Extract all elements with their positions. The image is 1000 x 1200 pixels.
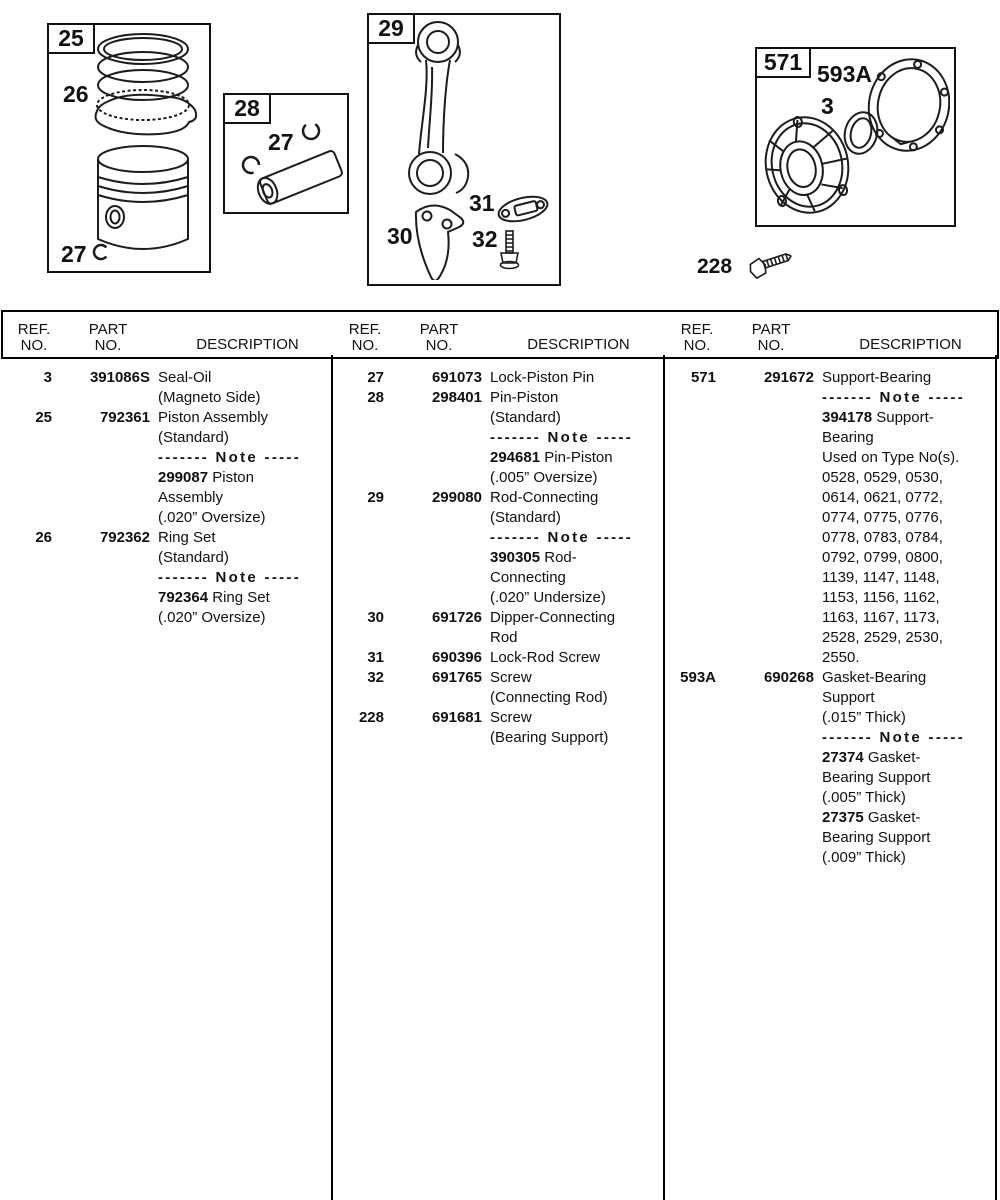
description-line: Dipper-Connecting: [490, 609, 616, 626]
description-line: (.005” Thick): [822, 789, 906, 806]
description-line: (Magneto Side): [158, 389, 261, 406]
description-cell: [490, 488, 654, 608]
ref-no-cell: 228: [358, 709, 384, 726]
ref-no-cell: 3: [43, 369, 52, 386]
note-divider: ------- Note -----: [822, 729, 966, 746]
description-cell: [158, 408, 322, 528]
description-line: 0792, 0799, 0800,: [822, 549, 943, 566]
piston-rings-illustration: [49, 25, 205, 267]
description-line: Gasket-Bearing: [822, 669, 927, 686]
description-line: (.020” Undersize): [490, 589, 606, 606]
table-header-group: REF. NO. PART NO. DESCRIPTION: [348, 321, 630, 354]
part-entry: [332, 648, 654, 668]
description-line: (Standard): [158, 549, 229, 566]
part-entry: [332, 708, 654, 748]
figure-box-bearing-support: [755, 47, 956, 227]
description-line: Used on Type No(s).: [822, 449, 960, 466]
ref-no-cell: 32: [367, 669, 384, 686]
description-line: Seal-Oil: [158, 369, 212, 386]
part-no-cell: 391086S: [89, 369, 150, 386]
callout-gasket: 593A: [817, 61, 872, 87]
callout-dipper: 30: [387, 223, 413, 249]
part-entry: [332, 368, 654, 388]
description-cell: [490, 648, 654, 668]
description-line: (.009” Thick): [822, 849, 906, 866]
description-line: 27375 Gasket-: [822, 809, 921, 826]
callout-rod-screw: 32: [472, 226, 498, 252]
figure-box-connecting-rod: [367, 13, 561, 286]
parts-column-2: [332, 368, 654, 748]
description-line: 0778, 0783, 0784,: [822, 529, 943, 546]
parts-column-1: [0, 368, 322, 628]
ref-no-cell: 30: [367, 609, 384, 626]
description-line: Bearing: [822, 429, 874, 446]
description-line: Pin-Piston: [490, 389, 559, 406]
figure-ref-label-29: 29: [367, 13, 415, 44]
part-entry: [664, 668, 986, 868]
description-line: (.020” Oversize): [158, 509, 266, 526]
callout-bearing-screw: 228: [697, 255, 733, 278]
description-line: 1163, 1167, 1173,: [822, 609, 940, 626]
description-line: Ring Set: [158, 529, 216, 546]
description-cell: [158, 528, 322, 628]
description-cell: [822, 368, 986, 668]
description-line: 1153, 1156, 1162,: [822, 589, 940, 606]
part-entry: [332, 388, 654, 488]
description-line: 27374 Gasket-: [822, 749, 921, 766]
description-line: (.015” Thick): [822, 709, 906, 726]
description-line: (Standard): [490, 509, 561, 526]
description-line: 0774, 0775, 0776,: [822, 509, 943, 526]
description-line: 2550.: [822, 649, 860, 666]
description-line: Rod-Connecting: [490, 489, 599, 506]
part-no-cell: 298401: [431, 389, 482, 406]
part-no-cell: 291672: [763, 369, 814, 386]
part-entry: [332, 488, 654, 608]
description-line: Support: [822, 689, 875, 706]
note-divider: ------- Note -----: [158, 449, 302, 466]
ref-no-cell: 26: [35, 529, 52, 546]
description-line: (Standard): [158, 429, 229, 446]
description-line: 1139, 1147, 1148,: [822, 569, 940, 586]
callout-lock-plate: 31: [469, 190, 495, 216]
figure-ref-label-571: 571: [755, 47, 811, 78]
part-no-cell: 792361: [99, 409, 150, 426]
description-line: Screw: [490, 669, 532, 686]
description-line: Piston Assembly: [158, 409, 269, 426]
part-no-cell: 691681: [431, 709, 482, 726]
part-no-cell: 299080: [431, 489, 482, 506]
description-line: Bearing Support: [822, 829, 931, 846]
note-divider: ------- Note -----: [490, 429, 634, 446]
description-line: (.020” Oversize): [158, 609, 266, 626]
bearing-screw-illustration: [748, 244, 794, 280]
figure-ref-label-28: 28: [223, 93, 271, 124]
ref-no-cell: 31: [367, 649, 384, 666]
table-right-border: [995, 355, 997, 1200]
description-line: 394178 Support-: [822, 409, 934, 426]
description-cell: [490, 668, 654, 708]
description-cell: [158, 368, 322, 408]
part-no-cell: 691726: [431, 609, 482, 626]
description-line: Bearing Support: [822, 769, 931, 786]
callout-piston-clip: 27: [61, 241, 87, 267]
part-entry: [332, 668, 654, 708]
description-line: (Bearing Support): [490, 729, 609, 746]
description-line: (Connecting Rod): [490, 689, 608, 706]
part-no-cell: 690268: [763, 669, 814, 686]
description-line: Rod: [490, 629, 518, 646]
figure-box-pin: [223, 93, 349, 214]
note-divider: ------- Note -----: [822, 389, 966, 406]
ref-no-cell: 28: [367, 389, 384, 406]
ref-no-cell: 29: [367, 489, 384, 506]
table-header-band: [1, 310, 999, 359]
description-line: 792364 Ring Set: [158, 589, 270, 606]
description-cell: [490, 708, 654, 748]
description-line: 0528, 0529, 0530,: [822, 469, 943, 486]
description-line: 294681 Pin-Piston: [490, 449, 613, 466]
description-line: 299087 Piston: [158, 469, 254, 486]
description-line: 390305 Rod-: [490, 549, 577, 566]
description-line: Connecting: [490, 569, 566, 586]
ref-no-cell: 25: [35, 409, 52, 426]
part-no-cell: 690396: [431, 649, 482, 666]
description-cell: [822, 668, 986, 868]
callout-ring-set: 26: [63, 81, 89, 107]
part-entry: [0, 368, 322, 408]
table-header-group: REF. NO. PART NO. DESCRIPTION: [680, 321, 962, 354]
description-cell: [490, 388, 654, 488]
callout-seal: 3: [821, 93, 834, 119]
description-line: 0614, 0621, 0772,: [822, 489, 943, 506]
part-no-cell: 792362: [99, 529, 150, 546]
figure-box-piston: [47, 23, 211, 273]
part-entry: [332, 608, 654, 648]
figure-ref-label-25: 25: [47, 23, 95, 54]
part-entry: [664, 368, 986, 668]
ref-no-cell: 593A: [680, 669, 716, 686]
description-line: Lock-Piston Pin: [490, 369, 595, 386]
description-line: Screw: [490, 709, 532, 726]
ref-no-cell: 27: [367, 369, 384, 386]
note-divider: ------- Note -----: [490, 529, 634, 546]
description-line: (.005” Oversize): [490, 469, 598, 486]
callout-pin-lock: 27: [268, 129, 294, 155]
part-entry: [0, 528, 322, 628]
description-line: 2528, 2529, 2530,: [822, 629, 943, 646]
description-cell: [490, 608, 654, 648]
description-line: Assembly: [158, 489, 224, 506]
note-divider: ------- Note -----: [158, 569, 302, 586]
description-line: Lock-Rod Screw: [490, 649, 601, 666]
description-line: (Standard): [490, 409, 561, 426]
parts-column-3: [664, 368, 986, 868]
description-cell: [490, 368, 654, 388]
part-no-cell: 691765: [431, 669, 482, 686]
part-no-cell: 691073: [431, 369, 482, 386]
part-entry: [0, 408, 322, 528]
table-header-group: REF. NO. PART NO. DESCRIPTION: [17, 321, 299, 354]
ref-no-cell: 571: [690, 369, 716, 386]
description-line: Support-Bearing: [822, 369, 932, 386]
